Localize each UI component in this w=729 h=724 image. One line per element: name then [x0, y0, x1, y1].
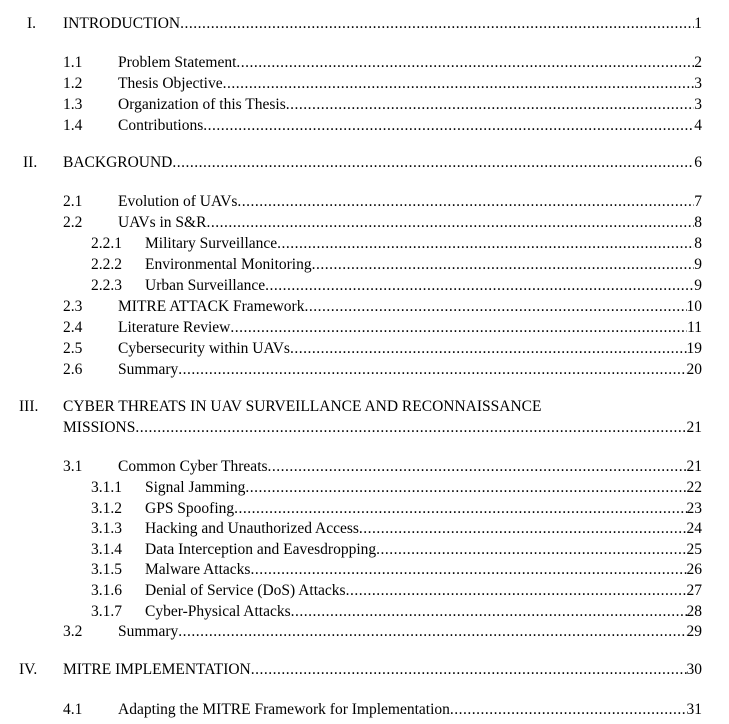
- subsection-number: 3.1.2: [91, 500, 122, 517]
- toc-section[interactable]: [0, 360, 729, 380]
- subsection-title: Cyber-Physical Attacks: [145, 603, 291, 620]
- subsection-number: 3.1.1: [91, 479, 122, 496]
- toc-subsection[interactable]: [0, 255, 729, 275]
- subsection-title: Data Interception and Eavesdropping: [145, 541, 377, 558]
- chapter-title: INTRODUCTION: [63, 15, 181, 32]
- page-number: 20: [686, 361, 702, 378]
- section-title: Contributions: [118, 117, 204, 134]
- section-number: 2.4: [63, 319, 83, 336]
- toc-chapter-3[interactable]: [0, 397, 729, 417]
- chapter-number: II.: [23, 154, 38, 171]
- section-number: 1.4: [63, 117, 83, 134]
- chapter-title-line-1: CYBER THREATS IN UAV SURVEILLANCE AND RECONNAISSANCE: [63, 398, 542, 415]
- chapter-title-line-2: MISSIONS: [63, 419, 136, 436]
- section-title: Evolution of UAVs: [118, 193, 238, 210]
- subsection-title: Military Surveillance: [145, 235, 278, 252]
- dot-leader: [376, 540, 686, 560]
- dot-leader: [135, 418, 686, 438]
- dot-leader: [236, 53, 694, 73]
- section-title: Summary: [118, 623, 179, 640]
- dot-leader: [250, 560, 686, 580]
- section-title: UAVs in S&R: [118, 214, 207, 231]
- toc-subsection[interactable]: [0, 560, 729, 580]
- page-number: 6: [694, 154, 702, 171]
- section-number: 1.2: [63, 75, 83, 92]
- page-number: 1: [694, 15, 702, 32]
- subsection-number: 2.2.3: [91, 277, 122, 294]
- dot-leader: [180, 14, 694, 34]
- dot-leader: [206, 213, 694, 233]
- page-number: 21: [686, 458, 702, 475]
- page-number: 4: [694, 117, 702, 134]
- page-number: 2: [694, 54, 702, 71]
- chapter-title: BACKGROUND: [63, 154, 173, 171]
- dot-leader: [251, 660, 687, 680]
- toc-section[interactable]: [0, 53, 729, 73]
- section-number: 2.5: [63, 340, 83, 357]
- dot-leader: [265, 276, 694, 296]
- page-number: 8: [694, 214, 702, 231]
- section-title: Problem Statement: [118, 54, 237, 71]
- dot-leader: [291, 602, 687, 622]
- toc-section[interactable]: [0, 622, 729, 642]
- toc-section[interactable]: [0, 213, 729, 233]
- dot-leader: [277, 234, 694, 254]
- toc-section[interactable]: [0, 192, 729, 212]
- chapter-number: IV.: [19, 661, 38, 678]
- toc-subsection[interactable]: [0, 602, 729, 622]
- subsection-title: Hacking and Unauthorized Access: [145, 520, 359, 537]
- section-number: 4.1: [63, 701, 83, 718]
- page-number: 9: [694, 256, 702, 273]
- page-number: 27: [686, 582, 702, 599]
- dot-leader: [245, 478, 686, 498]
- toc-subsection[interactable]: [0, 581, 729, 601]
- toc-subsection[interactable]: [0, 276, 729, 296]
- chapter-number: I.: [27, 15, 37, 32]
- section-title: MITRE ATTACK Framework: [118, 298, 305, 315]
- dot-leader: [178, 360, 686, 380]
- dot-leader: [230, 318, 687, 338]
- page-number: 19: [686, 340, 702, 357]
- page-number: 30: [686, 661, 702, 678]
- subsection-title: Environmental Monitoring: [145, 256, 312, 273]
- page-number: 11: [687, 319, 702, 336]
- toc-subsection[interactable]: [0, 540, 729, 560]
- page-number: 28: [686, 603, 702, 620]
- subsection-number: 2.2.2: [91, 256, 122, 273]
- toc-section[interactable]: [0, 297, 729, 317]
- page-number: 7: [694, 193, 702, 210]
- dot-leader: [304, 297, 686, 317]
- subsection-number: 3.1.5: [91, 561, 122, 578]
- toc-chapter-3-continued[interactable]: [0, 418, 729, 438]
- toc-section[interactable]: [0, 74, 729, 94]
- section-title: Thesis Objective: [118, 75, 223, 92]
- dot-leader: [268, 457, 687, 477]
- dot-leader: [290, 339, 687, 359]
- toc-section[interactable]: [0, 318, 729, 338]
- dot-leader: [203, 116, 694, 136]
- dot-leader: [172, 153, 694, 173]
- page-number: 25: [686, 541, 702, 558]
- subsection-number: 3.1.6: [91, 582, 122, 599]
- toc-section[interactable]: [0, 116, 729, 136]
- page-number: 3: [694, 96, 702, 113]
- toc-section[interactable]: [0, 95, 729, 115]
- section-number: 2.6: [63, 361, 83, 378]
- section-title: Summary: [118, 361, 179, 378]
- toc-section[interactable]: [0, 339, 729, 359]
- subsection-number: 2.2.1: [91, 235, 122, 252]
- page-number: 9: [694, 277, 702, 294]
- dot-leader: [450, 700, 687, 720]
- page-number: 24: [686, 520, 702, 537]
- section-number: 1.3: [63, 96, 83, 113]
- page-number: 10: [686, 298, 702, 315]
- subsection-title: Signal Jamming: [145, 479, 246, 496]
- section-number: 2.2: [63, 214, 83, 231]
- page-number: 29: [686, 623, 702, 640]
- toc-subsection[interactable]: [0, 234, 729, 254]
- section-number: 3.1: [63, 458, 83, 475]
- section-title: Common Cyber Threats: [118, 458, 268, 475]
- toc-subsection[interactable]: [0, 519, 729, 539]
- section-title: Literature Review: [118, 319, 231, 336]
- page-number: 23: [686, 500, 702, 517]
- dot-leader: [223, 74, 695, 94]
- dot-leader: [359, 519, 687, 539]
- toc-chapter-1[interactable]: [0, 14, 729, 34]
- toc-section[interactable]: [0, 457, 729, 477]
- subsection-title: Malware Attacks: [145, 561, 251, 578]
- toc-section[interactable]: [0, 700, 729, 720]
- toc-subsection[interactable]: [0, 499, 729, 519]
- section-number: 2.3: [63, 298, 83, 315]
- toc-chapter-4[interactable]: [0, 660, 729, 680]
- dot-leader: [286, 95, 694, 115]
- page-number: 26: [686, 561, 702, 578]
- page-number: 8: [694, 235, 702, 252]
- page-number: 22: [686, 479, 702, 496]
- section-title: Cybersecurity within UAVs: [118, 340, 290, 357]
- page-number: 31: [686, 701, 702, 718]
- subsection-number: 3.1.7: [91, 603, 122, 620]
- section-number: 3.2: [63, 623, 83, 640]
- page-number: 3: [694, 75, 702, 92]
- section-title: Adapting the MITRE Framework for Implementation: [118, 701, 450, 718]
- chapter-number: III.: [19, 398, 39, 415]
- subsection-title: GPS Spoofing: [145, 500, 235, 517]
- dot-leader: [346, 581, 687, 601]
- toc-chapter-2[interactable]: [0, 153, 729, 173]
- subsection-title: Denial of Service (DoS) Attacks: [145, 582, 346, 599]
- chapter-title: MITRE IMPLEMENTATION: [63, 661, 251, 678]
- subsection-number: 3.1.4: [91, 541, 122, 558]
- page-number: 21: [686, 419, 702, 436]
- dot-leader: [178, 622, 686, 642]
- subsection-number: 3.1.3: [91, 520, 122, 537]
- section-number: 2.1: [63, 193, 83, 210]
- dot-leader: [237, 192, 694, 212]
- section-number: 1.1: [63, 54, 83, 71]
- toc-subsection[interactable]: [0, 478, 729, 498]
- section-title: Organization of this Thesis: [118, 96, 286, 113]
- dot-leader: [312, 255, 695, 275]
- subsection-title: Urban Surveillance: [145, 277, 266, 294]
- dot-leader: [234, 499, 686, 519]
